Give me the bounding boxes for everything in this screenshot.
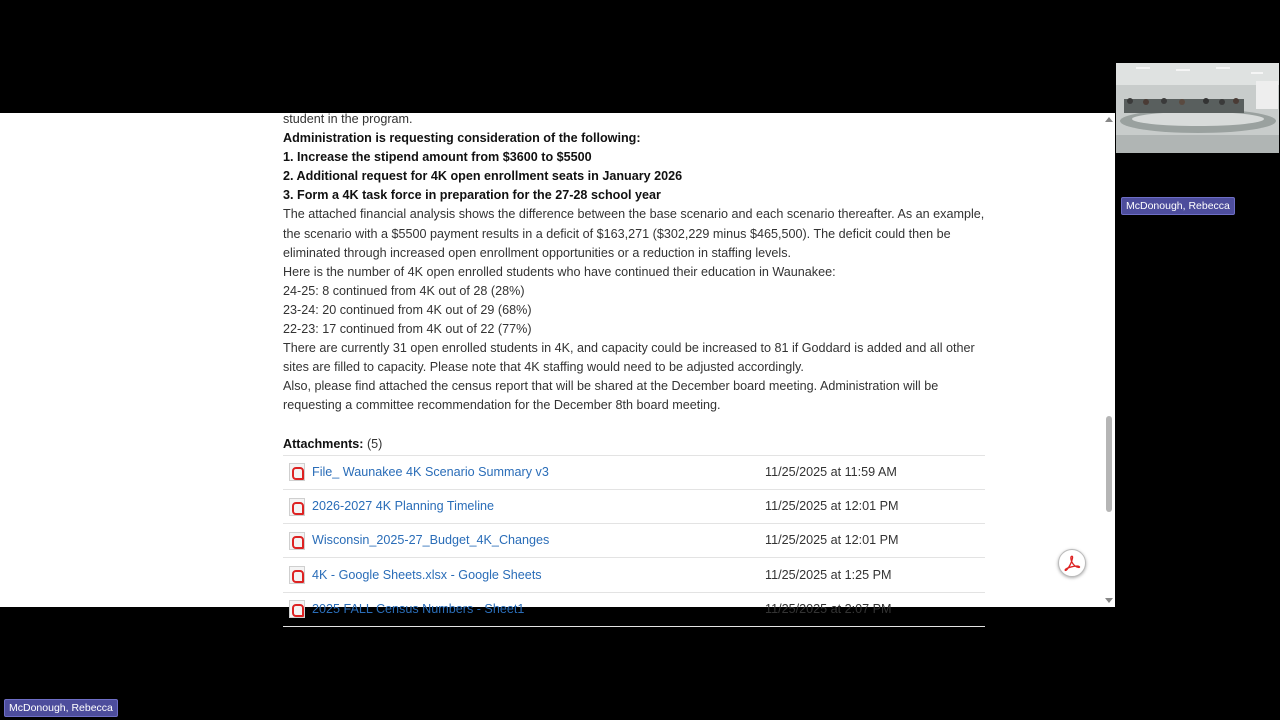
document-line [283, 263, 989, 282]
document-line-bold-text: 2. Additional request for 4K open enrollment seats in January 2026 [283, 169, 683, 184]
attachment-link[interactable]: File_ Waunakee 4K Scenario Summary v3 [312, 464, 549, 479]
document-line-text: 22-23: 17 continued from 4K out of 22 (77%) [283, 322, 532, 337]
document-body [283, 110, 989, 627]
attachment-date: 11/25/2025 at 12:01 PM [765, 533, 899, 548]
adobe-acrobat-icon [1063, 554, 1081, 572]
document-line [283, 339, 989, 377]
adobe-acrobat-button[interactable] [1058, 549, 1086, 577]
document-line-bold-text: 1. Increase the stipend amount from $3600 to $5500 [283, 150, 592, 165]
meeting-room-video-icon [1116, 63, 1279, 153]
pdf-file-icon [289, 463, 305, 481]
attachment-date: 11/25/2025 at 11:59 AM [765, 464, 897, 479]
document-line-text: student in the program. [283, 112, 413, 126]
attachment-date: 11/25/2025 at 2:07 PM [765, 601, 892, 616]
document-line [283, 167, 989, 186]
document-line-text: Also, please find attached the census report that will be shared at the December board meeting. Administration will be requesting a committee recommendation for the December 8th board meeting. [283, 379, 939, 413]
document-line-bold-text: 3. Form a 4K task force in preparation for the 27-28 school year [283, 188, 661, 203]
document-line [283, 186, 989, 205]
pdf-file-icon [289, 498, 305, 516]
attachments-heading [283, 435, 989, 454]
attachments-label: Attachments: [283, 436, 364, 451]
scroll-thumb[interactable] [1106, 416, 1112, 512]
document-line [283, 377, 989, 415]
attachment-date: 11/25/2025 at 1:25 PM [765, 567, 892, 582]
presenter-name-tag: McDonough, Rebecca [4, 699, 118, 717]
document-line [283, 110, 989, 129]
shared-document [0, 112, 1115, 616]
document-line-text: 24-25: 8 continued from 4K out of 28 (28%) [283, 283, 525, 298]
document-line [283, 129, 989, 148]
attachment-row [283, 593, 985, 627]
scroll-down-arrow-icon[interactable] [1105, 598, 1113, 603]
pdf-file-icon [289, 532, 305, 550]
attachments-count: (5) [366, 436, 383, 451]
document-line [283, 282, 989, 301]
attachment-date: 11/25/2025 at 12:01 PM [765, 498, 899, 513]
document-line [283, 320, 989, 339]
attachment-row [283, 456, 985, 490]
document-scrollbar[interactable] [1103, 113, 1115, 607]
attachment-row [283, 490, 985, 524]
attachment-row [283, 558, 985, 592]
document-line-text: There are currently 31 open enrolled students in 4K, and capacity could be increased to 81 if Goddard is added and all other sites are filled to capacity. Please note that 4K staffing would need to be adjusted accordingly. [283, 341, 975, 375]
attachment-link[interactable]: 4K - Google Sheets.xlsx - Google Sheets [312, 567, 542, 582]
attachment-link[interactable]: 2025 FALL Census Numbers - Sheet1 [312, 601, 525, 616]
document-text [283, 110, 989, 416]
document-line [283, 148, 989, 167]
document-line [283, 205, 989, 262]
pdf-file-icon [289, 600, 305, 618]
pdf-file-icon [289, 566, 305, 584]
attachment-link[interactable]: 2026-2027 4K Planning Timeline [312, 498, 495, 513]
document-line-text: 23-24: 20 continued from 4K out of 29 (68%) [283, 302, 532, 317]
document-line-text: Here is the number of 4K open enrolled students who have continued their education in Waunakee: [283, 264, 836, 279]
document-line-bold-text: Administration is requesting consideration of the following: [283, 131, 641, 146]
document-line [283, 301, 989, 320]
participant-video-thumbnail[interactable] [1116, 63, 1279, 153]
attachment-link[interactable]: Wisconsin_2025-27_Budget_4K_Changes [312, 533, 550, 548]
attachment-row [283, 524, 985, 558]
document-line-text: The attached financial analysis shows the difference between the base scenario and each scenario thereafter. As an example, the scenario with a $5500 payment results in a deficit of $163,271 ($302,229 minus $465,500). The deficit could then be eliminated through increased open enrollment opportunities or a reduction in staffing levels. [283, 207, 985, 260]
participant-name-tag: McDonough, Rebecca [1121, 197, 1235, 215]
scroll-up-arrow-icon[interactable] [1105, 117, 1113, 122]
attachments-list [283, 455, 985, 627]
